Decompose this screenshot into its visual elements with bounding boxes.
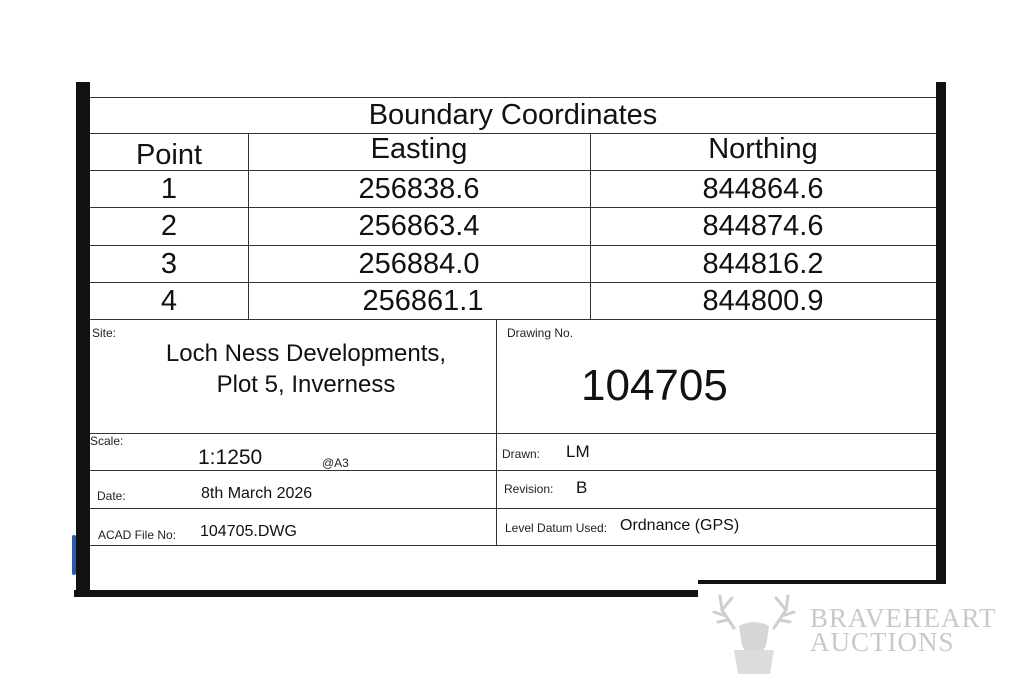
- cell-easting: 256863.4: [358, 209, 480, 242]
- header-point: Point: [135, 138, 203, 171]
- table-rule: [90, 433, 936, 434]
- cell-northing: 844816.2: [702, 247, 824, 280]
- sheet-border-bottom: [74, 590, 698, 597]
- cell-northing: 844874.6: [702, 209, 824, 242]
- acad-file-label: ACAD File No:: [98, 528, 177, 542]
- cell-point: 1: [160, 172, 178, 205]
- revision-label: Revision:: [504, 482, 554, 496]
- header-northing: Northing: [708, 132, 818, 165]
- table-rule: [90, 470, 936, 471]
- watermark-line-2: AUCTIONS: [810, 627, 955, 657]
- scale-value: 1:1250: [198, 446, 263, 469]
- acad-file-value: 104705.DWG: [200, 523, 297, 540]
- revision-value: B: [576, 478, 588, 497]
- datum-value: Ordnance (GPS): [620, 517, 740, 534]
- drawn-value: LM: [566, 442, 590, 461]
- sheet-border-left: [76, 82, 90, 596]
- table-rule: [90, 545, 936, 546]
- stag-head-icon: [704, 588, 804, 678]
- site-line-2: Plot 5, Inverness: [216, 371, 396, 398]
- boundary-coordinates-table: [90, 97, 936, 546]
- cell-northing: 844800.9: [702, 284, 824, 317]
- cell-easting: 256861.1: [362, 284, 484, 317]
- watermark: [700, 588, 1010, 678]
- paper-size: @A3: [322, 456, 349, 470]
- scale-label: Scale:: [90, 434, 124, 448]
- header-easting: Easting: [370, 132, 468, 165]
- drawn-label: Drawn:: [502, 447, 541, 461]
- site-label: Site:: [92, 326, 117, 340]
- watermark-line-1: BRAVEHEART: [810, 603, 997, 633]
- watermark-text: [810, 603, 997, 657]
- table-title: Boundary Coordinates: [368, 98, 658, 131]
- datum-label: Level Datum Used:: [505, 521, 608, 535]
- sheet-border-right: [936, 82, 946, 582]
- cell-easting: 256884.0: [358, 247, 480, 280]
- cell-easting: 256838.6: [358, 172, 480, 205]
- site-value: [100, 338, 512, 400]
- cell-point: 3: [160, 247, 178, 280]
- binder-edge-mark: [72, 535, 76, 575]
- date-label: Date:: [97, 489, 126, 503]
- site-line-1: Loch Ness Developments,: [165, 340, 447, 367]
- cell-point: 2: [160, 209, 178, 242]
- cell-point: 4: [160, 284, 178, 317]
- drawing-number: 104705: [581, 361, 728, 410]
- cell-northing: 844864.6: [702, 172, 824, 205]
- table-rule: [90, 319, 936, 320]
- date-value: 8th March 2026: [201, 485, 313, 502]
- table-rule: [90, 508, 936, 509]
- drawing-no-label: Drawing No.: [507, 326, 574, 340]
- sheet-border-bottom-right: [698, 580, 946, 584]
